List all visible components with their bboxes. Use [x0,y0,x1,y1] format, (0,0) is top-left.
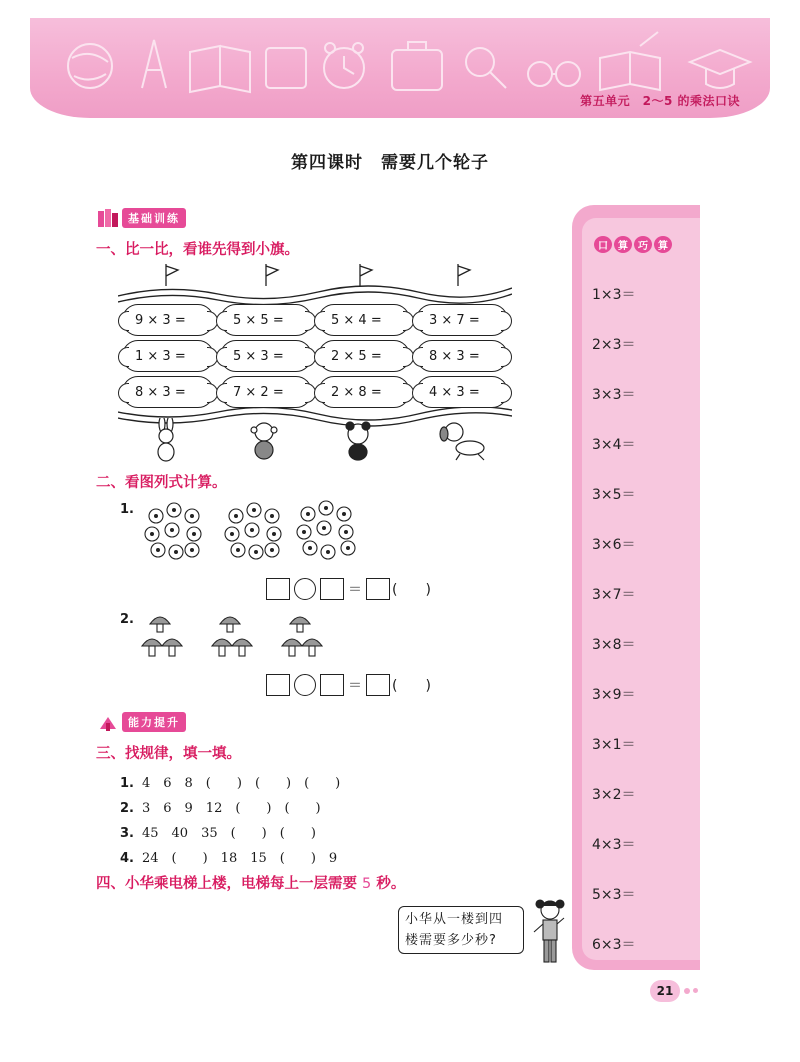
q3-sequence[interactable]: 45 40 35 ( ) ( ) [141,826,316,841]
q3-sequence[interactable]: 3 6 9 12 ( ) ( ) [141,801,321,816]
race-expression: 4 × 3 = [429,384,480,400]
race-expression: 2 × 5 = [331,348,382,364]
q4-text: 四、小华乘电梯上楼，电梯每上一层需要 [96,876,363,892]
q2-item-1-number: 1. [120,502,134,517]
race-expression: 5 × 4 = [331,312,382,328]
race-cloud [122,376,214,408]
oral-item[interactable]: 6×3＝ [592,937,636,953]
race-expression: 8 × 3 = [429,348,480,364]
race-cloud [122,304,214,336]
page-dot [693,988,698,993]
race-cloud [318,304,410,336]
oral-item[interactable]: 4×3＝ [592,837,636,853]
page-dot [684,988,690,994]
q3-row-number: 4. [120,851,134,866]
race-cloud [220,376,312,408]
answer-box[interactable] [266,674,290,696]
race-expression: 5 × 3 = [233,348,284,364]
answer-box[interactable] [320,578,344,600]
q3-title: 三、找规律，填一填。 [96,746,241,762]
oral-item[interactable]: 3×6＝ [592,537,636,553]
race-expression: 7 × 2 = [233,384,284,400]
q2-equation-1 [266,578,431,600]
q3-row [120,772,340,791]
answer-box[interactable] [366,674,390,696]
oral-item[interactable]: 3×4＝ [592,437,636,453]
race-expression: 2 × 8 = [331,384,382,400]
oral-item[interactable]: 3×9＝ [592,687,636,703]
oral-title-char: 算 [614,236,632,253]
race-cloud [122,340,214,372]
oral-item[interactable]: 3×7＝ [592,587,636,603]
q3-row [120,822,316,841]
q3-sequence[interactable]: 4 6 8 ( ) ( ) ( ) [141,776,341,791]
dog-icon [440,423,484,460]
q3-row-number: 3. [120,826,134,841]
books-icon [96,207,122,229]
race-expression: 3 × 7 = [429,312,480,328]
oral-title-char: 巧 [634,236,652,253]
girl-character-icon [530,896,570,970]
q2-title: 二、看图列式计算。 [96,475,227,491]
oral-item[interactable]: 3×8＝ [592,637,636,653]
lesson-title: 第四课时 需要几个轮子 [291,153,489,173]
advanced-label: 能力提升 [122,712,186,732]
race-cloud [220,340,312,372]
answer-box[interactable] [366,578,390,600]
equals-sign: ＝ [348,678,362,694]
q2-item-2-number: 2. [120,612,134,627]
q4-text-end: 秒。 [371,876,406,892]
race-cloud [318,376,410,408]
monkey-icon [251,423,277,459]
bubble-line: 楼需要多少秒? [405,933,497,948]
oral-item[interactable]: 1×3＝ [592,287,636,303]
basic-training-label: 基础训练 [122,208,186,228]
race-cloud [416,376,508,408]
rabbit-icon [158,418,174,461]
arrow-up-icon [96,711,122,733]
oral-calc-title [594,236,672,253]
oral-item[interactable]: 2×3＝ [592,337,636,353]
answer-box[interactable] [320,674,344,696]
race-track [118,262,512,462]
operator-circle[interactable] [294,674,316,696]
oral-title-char: 口 [594,236,612,253]
oral-title-char: 算 [654,236,672,253]
race-cloud [220,304,312,336]
oral-item[interactable]: 3×3＝ [592,387,636,403]
race-expression: 9 × 3 = [135,312,186,328]
flower-groups-illustration [140,500,370,564]
answer-box[interactable] [266,578,290,600]
animal-racers [118,418,512,462]
operator-circle[interactable] [294,578,316,600]
advanced-tag [96,711,186,733]
basic-training-tag [96,207,186,229]
race-cloud [318,340,410,372]
q1-title: 一、比一比，看谁先得到小旗。 [96,242,299,258]
oral-item[interactable]: 3×5＝ [592,487,636,503]
equals-sign: ＝ [348,582,362,598]
race-expression: 5 × 5 = [233,312,284,328]
race-cloud [416,340,508,372]
oral-item[interactable]: 3×2＝ [592,787,636,803]
q3-row [120,847,337,866]
mushroom-groups-illustration [140,610,340,668]
q2-equation-2 [266,674,431,696]
panda-icon [346,422,370,460]
bubble-line: 小华从一楼到四 [405,912,504,927]
page-number: 21 [650,980,680,1002]
q3-row [120,797,321,816]
q4-number: 5 [362,876,372,892]
race-expression: 1 × 3 = [135,348,186,364]
race-expression: 8 × 3 = [135,384,186,400]
race-cloud [416,304,508,336]
q3-sequence[interactable]: 24 ( ) 18 15 ( ) 9 [141,851,338,866]
q3-row-number: 2. [120,801,134,816]
unit-blank[interactable]: ( ) [392,678,431,694]
unit-blank[interactable]: ( ) [392,582,431,598]
unit-heading: 第五单元 2～5 的乘法口诀 [580,94,740,108]
oral-item[interactable]: 5×3＝ [592,887,636,903]
oral-item[interactable]: 3×1＝ [592,737,636,753]
q4-title [96,872,405,893]
q3-row-number: 1. [120,776,134,791]
speech-bubble [398,906,524,954]
